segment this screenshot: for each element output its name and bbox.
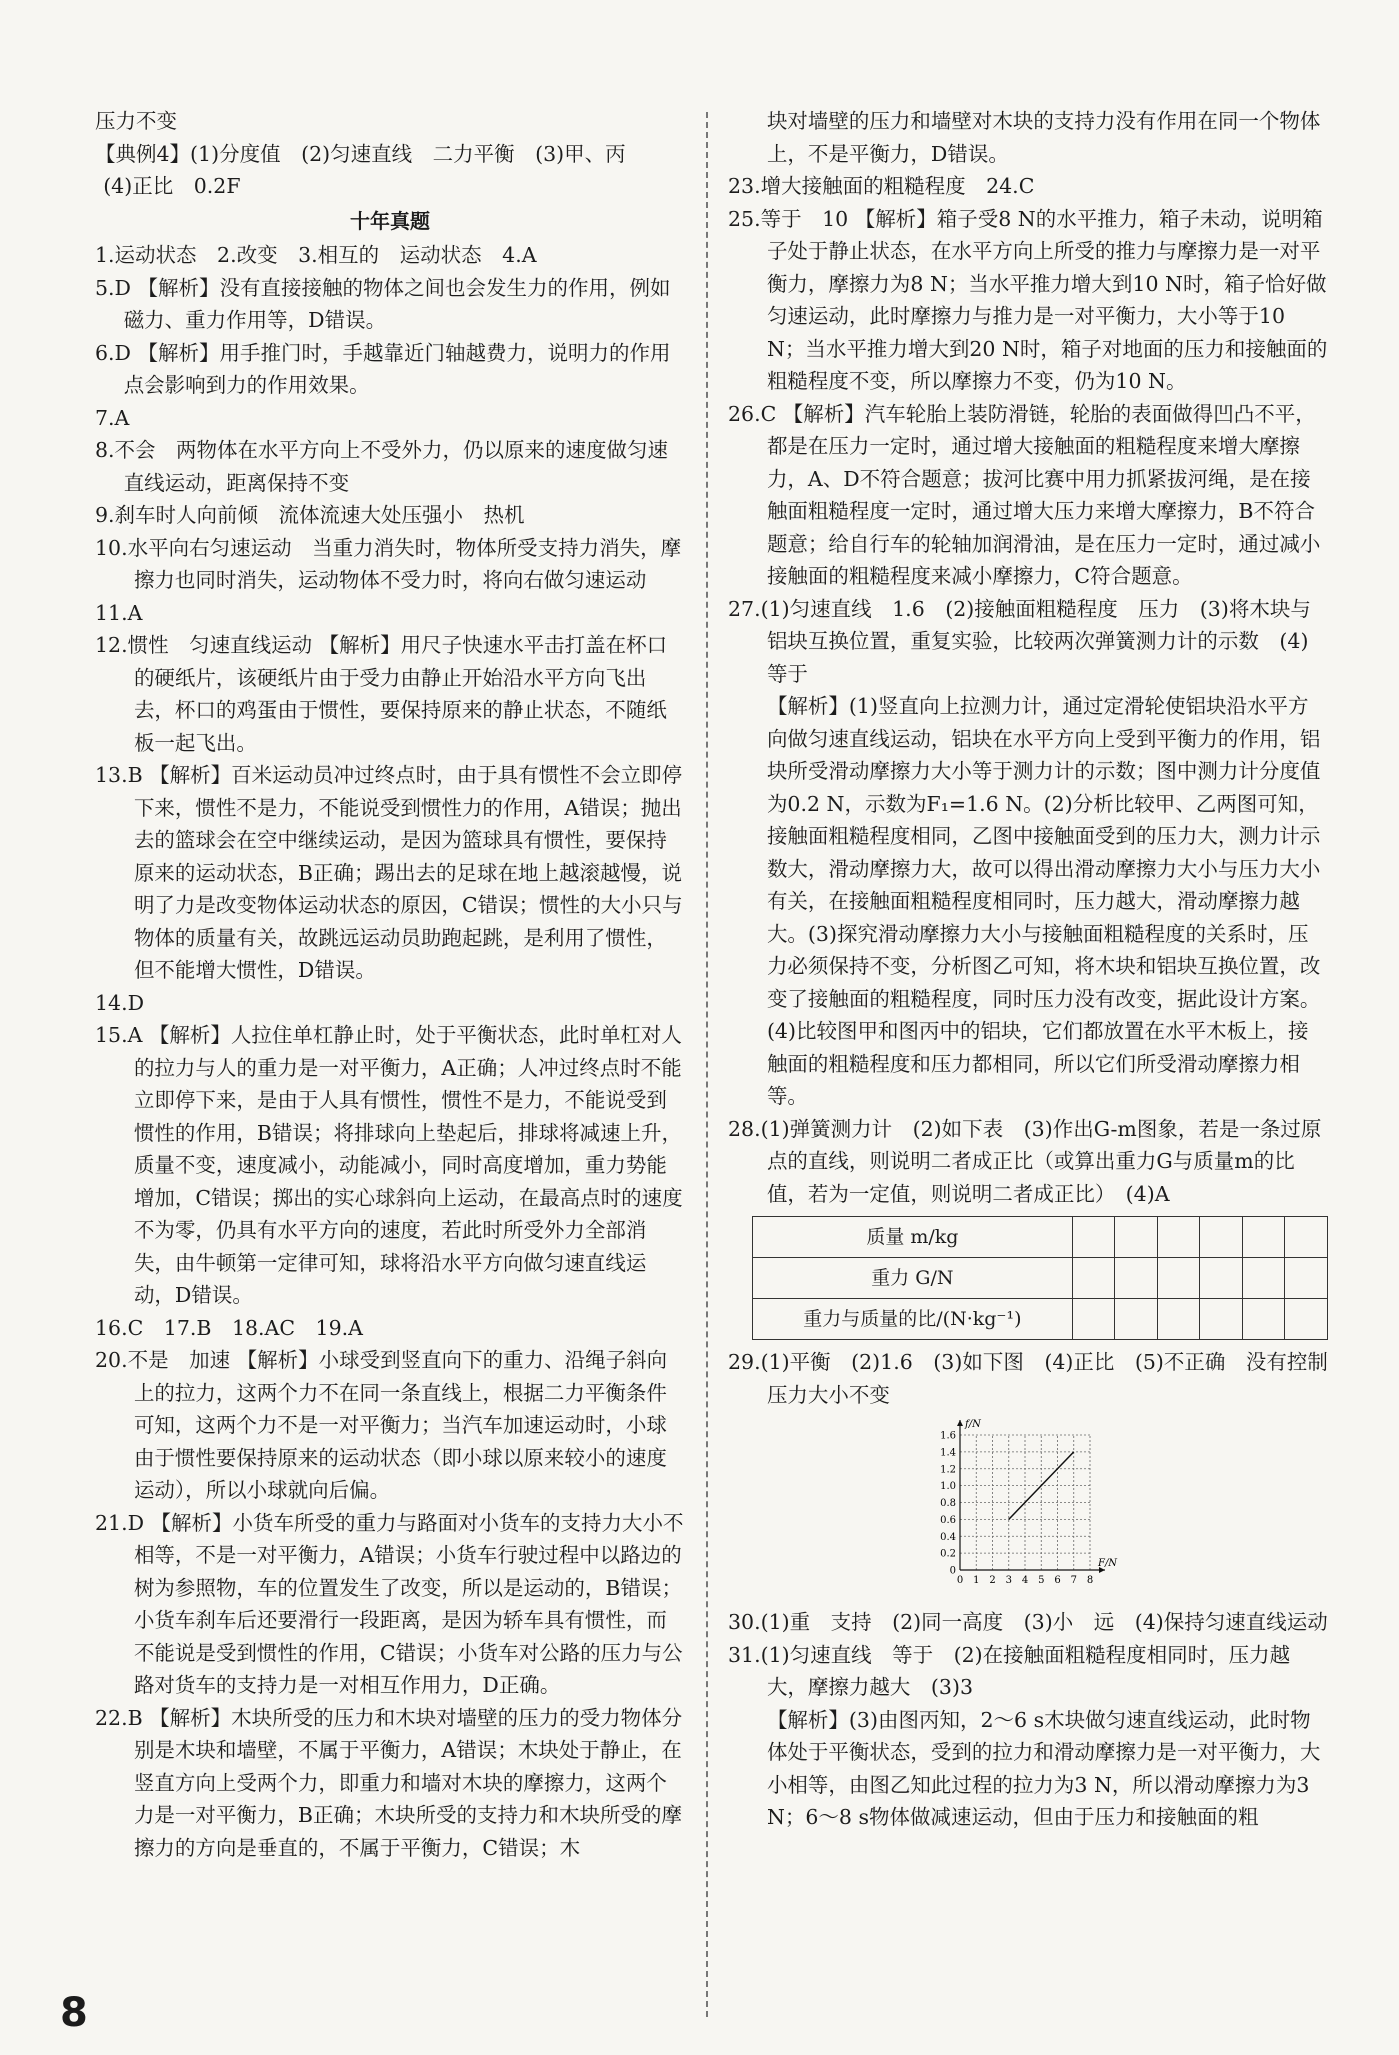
answer-item: 5.D 【解析】没有直接接触的物体之间也会发生力的作用，例如磁力、重力作用等，D错误。 — [95, 275, 671, 332]
y-tick-label: 1.0 — [940, 1481, 956, 1493]
y-axis-label: f/N — [965, 1419, 981, 1430]
answer-item: 22.B 【解析】木块所受的压力和木块对墙壁的压力的受力物体分别是木块和墙壁，不属于平衡力，A错误；木块处于静止，在竖直方向上受两个力，即重力和墙对木块的摩擦力，这两个力是一对平衡力，B正确；木块所受的支持力和木块所受的摩擦力的方向是垂直的，不属于平衡力，C错误；木 — [95, 1705, 683, 1860]
intro-line: (4)正比 0.2F — [103, 174, 241, 198]
answer-item: 7.A — [95, 405, 130, 430]
x-tick-label: 1 — [973, 1575, 980, 1586]
table-row — [753, 1299, 1328, 1340]
answer-item: 26.C 【解析】汽车轮胎上装防滑链，轮胎的表面做得凹凸不平，都是在压力一定时，通过增大接触面的粗糙程度来增大摩擦力，A、D不符合题意；拔河比赛中用力抓紧拔河绳，是在接触面粗糙程度一定时，通过增大压力来增大摩擦力，B不符合题意；给自行车的轮轴加润滑油，是在压力一定时，通过减小接触面的粗糙程度来减小摩擦力，C符合题意。 — [728, 401, 1321, 588]
answer-item: 10.水平向右匀速运动 当重力消失时，物体所受支持力消失，摩擦力也同时消失，运动物体不受力时，将向右做匀速运动 — [95, 535, 682, 592]
right-column — [728, 105, 1328, 1834]
answer-item: 15.A 【解析】人拉住单杠静止时，处于平衡状态，此时单杠对人的拉力与人的重力是一对平衡力，A正确；人冲过终点时不能立即停下来，是由于人具有惯性，惯性不是力，不能说受到惯性的作用，B错误；将排球向上垫起后，排球将减速上升，质量不变，速度减小，动能减小，同时高度增加，重力势能增加，C错误；掷出的实心球斜向上运动，在最高点时的速度不为零，仍具有水平方向的速度，若此时所受外力全部消失，由牛顿第一定律可知，球将沿水平方向做匀速直线运动，D错误。 — [95, 1023, 683, 1307]
answer-item: 31.(1)匀速直线 等于 (2)在接触面粗糙程度相同时，压力越大，摩擦力越大 (3)3 — [728, 1642, 1291, 1699]
answer-item: 27.(1)匀速直线 1.6 (2)接触面粗糙程度 压力 (3)将木块与铝块互换位置，重复实验，比较两次弹簧测力计的示数 (4)等于 — [728, 596, 1311, 686]
answer-item: 9.刹车时人向前倾 流体流速大处压强小 热机 — [95, 503, 525, 527]
intro-line: 【典例4】(1)分度值 (2)匀速直线 二力平衡 (3)甲、丙 — [95, 141, 626, 166]
table-row-label: 重力 G/N — [753, 1258, 1073, 1299]
y-tick-label: 1.4 — [940, 1447, 956, 1459]
friction-graph — [918, 1415, 1118, 1600]
table-row-label: 质量 m/kg — [753, 1217, 1073, 1258]
answer-item: 25.等于 10 【解析】箱子受8 N的水平推力，箱子未动，说明箱子处于静止状态，在水平方向上所受的推力与摩擦力是一对平衡力，摩擦力为8 N；当水平推力增大到10 N时，箱子恰好做匀速运动，此时摩擦力与推力是一对平衡力，大小等于10 N；当水平推力增大到20 N时，箱子对地面的压力和接触面的粗糙程度不变，所以摩擦力不变，仍为10 N。 — [728, 206, 1328, 393]
answer-item: 6.D 【解析】用手推门时，手越靠近门轴越费力，说明力的作用点会影响到力的作用效果。 — [95, 340, 671, 397]
analysis-paragraph: 【解析】(1)竖直向上拉测力计，通过定滑轮使铝块沿水平方向做匀速直线运动，铝块在水平方向上受到平衡力的作用，铝块所受滑动摩擦力大小等于测力计的示数；图中测力计分度值为0.2 N，示数为F₁=1.6 N。(2)分析比较甲、乙两图可知，接触面粗糙程度相同，乙图中接触面受到的压力大，测力计示数大，滑动摩擦力大，故可以得出滑动摩擦力大小与压力大小有关，在接触面粗糙程度相同时，压力越大，滑动摩擦力越大。(3)探究滑动摩擦力大小与接触面粗糙程度的关系时，压力必须保持不变，分析图乙可知，将木块和铝块互换位置，改变了接触面的粗糙程度，同时压力没有改变，据此设计方案。(4)比较图甲和图丙中的铝块，它们都放置在水平木板上，接触面的粗糙程度和压力都相同，所以它们所受滑动摩擦力相等。 — [766, 694, 1321, 1108]
answer-item: 1.运动状态 2.改变 3.相互的 运动状态 4.A — [95, 243, 537, 267]
x-tick-label: 4 — [1021, 1575, 1029, 1586]
answer-item: 11.A — [95, 600, 143, 625]
x-tick-label: 7 — [1070, 1575, 1077, 1586]
y-axis-arrow — [957, 1420, 963, 1426]
left-column — [95, 105, 685, 1864]
answer-item: 13.B 【解析】百米运动员冲过终点时，由于具有惯性不会立即停下来，惯性不是力，不能说受到惯性力的作用，A错误；抛出去的篮球会在空中继续运动，是因为篮球具有惯性，要保持原来的运动状态，B正确；踢出去的足球在地上越滚越慢，说明了力是改变物体运动状态的原因，C错误；惯性的大小只与物体的质量有关，故跳远运动员助跑起跳，是利用了惯性，但不能增大惯性，D错误。 — [95, 763, 683, 982]
column-divider — [706, 112, 708, 2017]
x-tick-label: 3 — [1005, 1575, 1012, 1586]
answer-item: 8.不会 两物体在水平方向上不受外力，仍以原来的速度做匀速直线运动，距离保持不变 — [95, 438, 669, 495]
y-tick-label: 0 — [949, 1565, 956, 1577]
data-table — [752, 1216, 1328, 1340]
answer-item: 23.增大接触面的粗糙程度 24.C — [728, 174, 1035, 198]
x-tick-label: 6 — [1054, 1575, 1061, 1586]
x-tick-label: 5 — [1038, 1575, 1045, 1586]
table-row-label: 重力与质量的比/(N·kg⁻¹) — [753, 1299, 1073, 1340]
y-tick-label: 0.4 — [940, 1531, 956, 1543]
y-tick-label: 0.8 — [940, 1498, 956, 1509]
answer-item: 28.(1)弹簧测力计 (2)如下表 (3)作出G-m图象，若是一条过原点的直线，则说明二者成正比（或算出重力G与质量m的比值，若为一定值，则说明二者成正比） (4)A — [728, 1116, 1322, 1206]
page-number: 8 — [60, 1990, 88, 2036]
intro-line: 压力不变 — [95, 109, 177, 133]
x-tick-label: 2 — [989, 1575, 996, 1586]
answer-item: 29.(1)平衡 (2)1.6 (3)如下图 (4)正比 (5)不正确 没有控制压力大小不变 — [728, 1350, 1328, 1407]
f-F-graph-svg — [918, 1415, 1118, 1600]
answer-item: 30.(1)重 支持 (2)同一高度 (3)小 远 (4)保持匀速直线运动 — [728, 1610, 1328, 1634]
y-tick-label: 0.6 — [940, 1514, 956, 1526]
x-axis-label: F/N — [1098, 1558, 1118, 1569]
answer-item: 20.不是 加速 【解析】小球受到竖直向下的重力、沿绳子斜向上的拉力，这两个力不在同一条直线上，根据二力平衡条件可知，这两个力不是一对平衡力；当汽车加速运动时，小球由于惯性要保持原来的运动状态（即小球以原来较小的速度运动），所以小球就向后偏。 — [95, 1348, 668, 1502]
answer-item: 14.D — [95, 990, 145, 1015]
answer-item: 12.惯性 匀速直线运动 【解析】用尺子快速水平击打盖在杯口的硬纸片，该硬纸片由于受力由静止开始沿水平方向飞出去，杯口的鸡蛋由于惯性，要保持原来的静止状态，不随纸板一起飞出。 — [95, 633, 668, 755]
y-tick-label: 1.2 — [940, 1464, 956, 1476]
section-title: 十年真题 — [350, 208, 430, 233]
y-tick-label: 1.6 — [940, 1430, 956, 1442]
answer-item: 21.D 【解析】小货车所受的重力与路面对小货车的支持力大小不相等，不是一对平衡力，A错误；小货车行驶过程中以路边的树为参照物，车的位置发生了改变，所以是运动的，B错误；小货车刹车后还要滑行一段距离，是因为轿车具有惯性，而不能说是受到惯性的作用，C错误；小货车对公路的压力与公路对货车的支持力是一对相互作用力，D正确。 — [95, 1510, 684, 1697]
y-tick-label: 0.2 — [940, 1548, 956, 1560]
answer-item: 16.C 17.B 18.AC 19.A — [95, 1315, 363, 1340]
x-tick-label: 0 — [956, 1575, 964, 1586]
table-row — [753, 1217, 1328, 1258]
answer-item: 块对墙壁的压力和墙壁对木块的支持力没有作用在同一个物体上，不是平衡力，D错误。 — [766, 109, 1321, 166]
analysis-paragraph: 【解析】(3)由图丙知，2～6 s木块做匀速直线运动，此时物体处于平衡状态，受到的拉力和滑动摩擦力是一对平衡力，大小相等，由图乙知此过程的拉力为3 N，所以滑动摩擦力为3 N；6～8 s物体做减速运动，但由于压力和接触面的粗 — [766, 1707, 1321, 1829]
x-tick-label: 8 — [1086, 1575, 1094, 1586]
table-row — [753, 1258, 1328, 1299]
